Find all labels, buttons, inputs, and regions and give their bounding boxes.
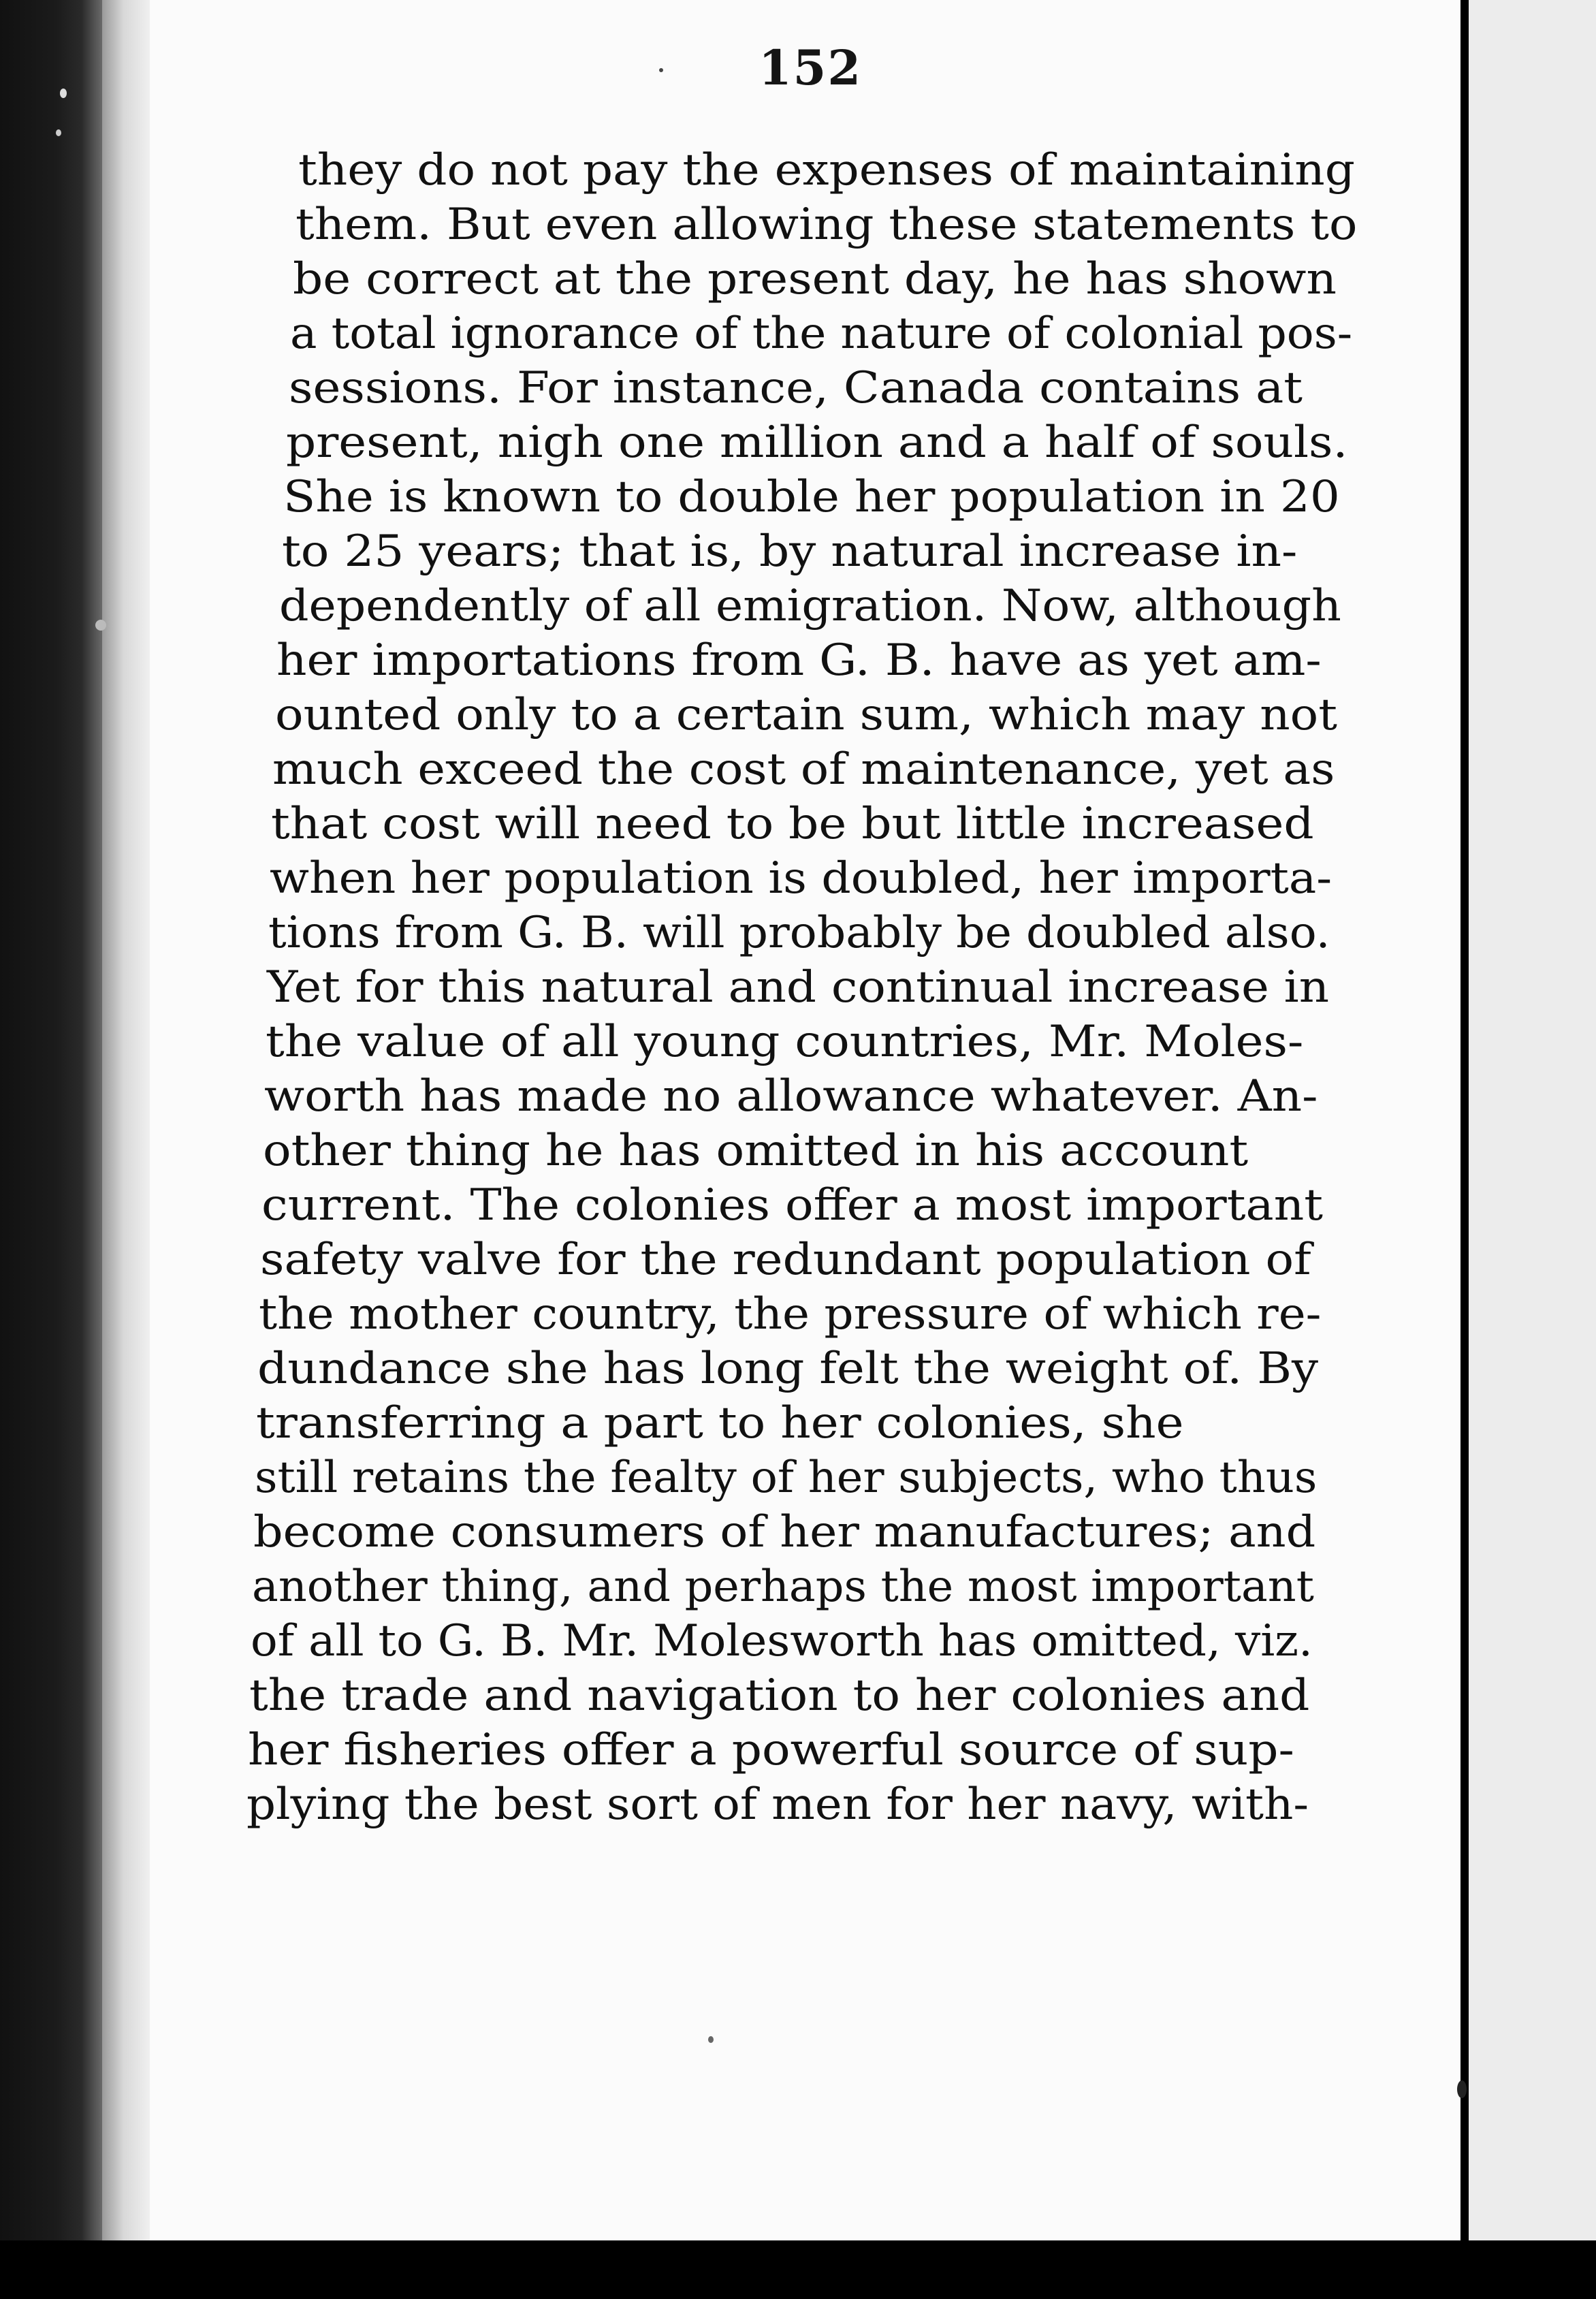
scan-speck bbox=[56, 129, 61, 136]
text-line: the value of all young countries, Mr. Moles- bbox=[266, 1017, 1304, 1067]
text-line: be correct at the present day, he has shown bbox=[293, 254, 1337, 304]
text-line: dependently of all emigration. Now, although bbox=[279, 581, 1341, 631]
text-line: Yet for this natural and continual increase in bbox=[267, 962, 1330, 1013]
text-line: when her population is doubled, her importa- bbox=[270, 853, 1332, 904]
text-line: dundance she has long felt the weight of. By bbox=[257, 1344, 1319, 1394]
text-line: worth has made no allowance whatever. An- bbox=[264, 1071, 1318, 1122]
text-line: her fisheries offer a powerful source of sup- bbox=[248, 1725, 1294, 1775]
text-line: ounted only to a certain sum, which may not bbox=[275, 690, 1337, 740]
text-line: the trade and navigation to her colonies and bbox=[249, 1670, 1310, 1721]
text-line: safety valve for the redundant population of bbox=[260, 1235, 1311, 1285]
body-text bbox=[246, 143, 1375, 2118]
text-line: become consumers of her manufactures; and bbox=[253, 1507, 1316, 1557]
page-number: 152 bbox=[758, 39, 863, 96]
text-line: still retains the fealty of her subjects, who thus bbox=[255, 1453, 1318, 1503]
facing-page-strip bbox=[1469, 0, 1596, 2299]
text-line: a total ignorance of the nature of colonial pos- bbox=[290, 308, 1353, 359]
text-line: to 25 years; that is, by natural increase in- bbox=[282, 526, 1298, 577]
text-line: tions from G. B. will probably be doubled also. bbox=[268, 908, 1330, 958]
text-line: the mother country, the pressure of which re- bbox=[259, 1289, 1322, 1339]
text-line: plying the best sort of men for her navy, with- bbox=[246, 1779, 1309, 1830]
page-edge-line bbox=[1461, 0, 1469, 2254]
text-line: present, nigh one million and a half of souls. bbox=[286, 417, 1348, 468]
text-line: them. But even allowing these statements to bbox=[296, 200, 1358, 250]
text-line: transferring a part to her colonies, she bbox=[256, 1398, 1184, 1448]
text-line: sessions. For instance, Canada contains at bbox=[289, 363, 1303, 413]
text-line: She is known to double her population in 20 bbox=[283, 472, 1340, 522]
scan-bottom-border bbox=[0, 2240, 1596, 2299]
text-line: other thing he has omitted in his account bbox=[263, 1126, 1249, 1176]
binding-fade bbox=[102, 0, 150, 2299]
text-line: current. The colonies offer a most important bbox=[261, 1180, 1323, 1231]
scan-speck bbox=[1457, 2080, 1467, 2098]
text-line: her importations from G. B. have as yet am- bbox=[276, 635, 1322, 686]
scan-speck bbox=[95, 620, 106, 631]
text-line: of all to G. B. Mr. Molesworth has omitted, viz. bbox=[251, 1616, 1313, 1666]
text-line: another thing, and perhaps the most important bbox=[252, 1561, 1314, 1612]
text-line: that cost will need to be but little increased bbox=[271, 799, 1314, 849]
scan-speck bbox=[60, 89, 67, 98]
text-line: they do not pay the expenses of maintaining bbox=[298, 145, 1355, 195]
scan-speck bbox=[659, 68, 663, 72]
binding-shadow bbox=[0, 0, 102, 2299]
text-line: much exceed the cost of maintenance, yet as bbox=[272, 744, 1335, 795]
